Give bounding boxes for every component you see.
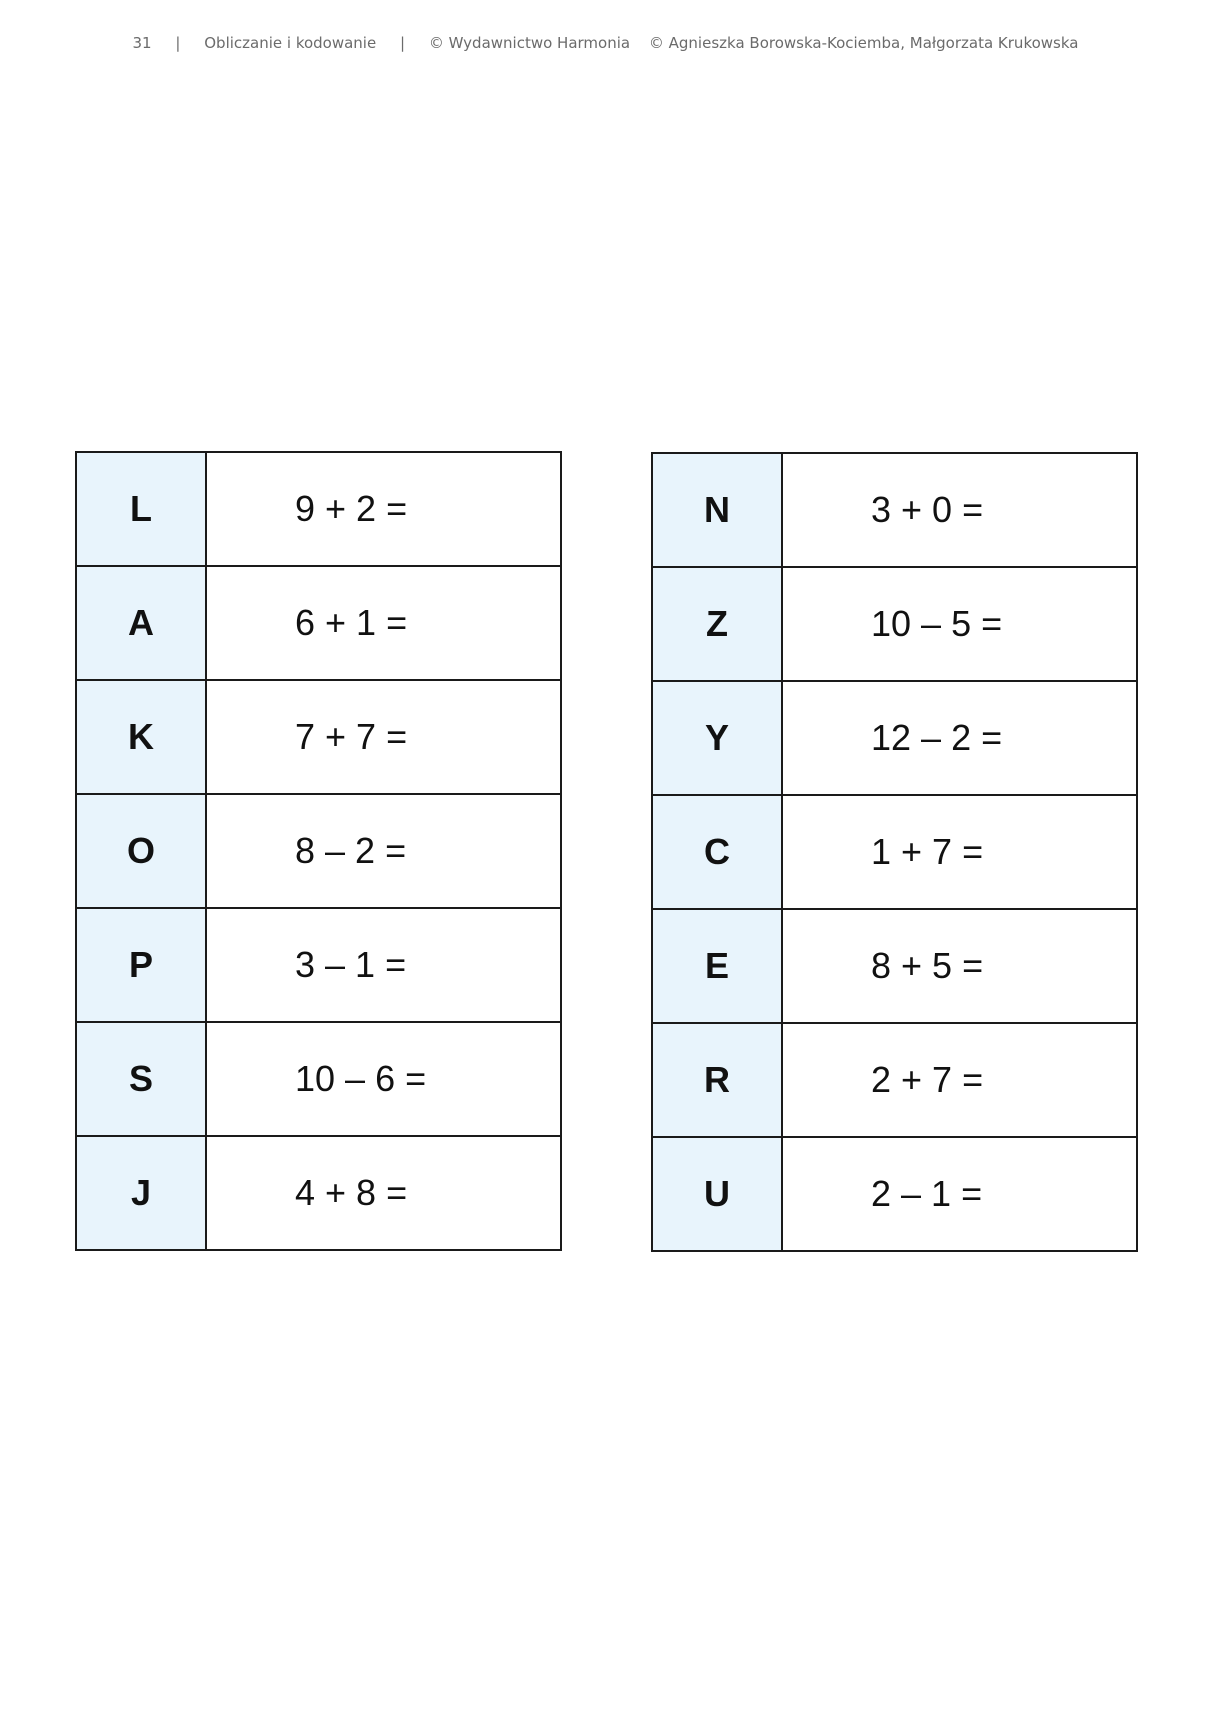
table-row [76, 566, 561, 680]
letter-cell: Y [652, 681, 782, 795]
table-row [76, 1022, 561, 1136]
letter-cell: L [76, 452, 206, 566]
expression-cell: 7 + 7 = [206, 680, 561, 794]
expression-cell: 4 + 8 = [206, 1136, 561, 1250]
table-row [76, 908, 561, 1022]
header-separator: | [175, 34, 181, 52]
letter-cell: S [76, 1022, 206, 1136]
left-exercise-table [75, 451, 562, 1251]
right-exercise-table [651, 452, 1138, 1252]
expression-cell: 10 – 6 = [206, 1022, 561, 1136]
table-row [76, 680, 561, 794]
table-row [652, 1023, 1137, 1137]
table-row [652, 567, 1137, 681]
expression-cell: 8 + 5 = [782, 909, 1137, 1023]
page-header [0, 34, 1211, 52]
letter-cell: P [76, 908, 206, 1022]
table-row [652, 453, 1137, 567]
expression-cell: 10 – 5 = [782, 567, 1137, 681]
letter-cell: R [652, 1023, 782, 1137]
authors-credit: © Agnieszka Borowska-Kociemba, Małgorzata Krukowska [648, 34, 1079, 52]
publisher-credit: © Wydawnictwo Harmonia [428, 34, 631, 52]
expression-cell: 3 + 0 = [782, 453, 1137, 567]
letter-cell: A [76, 566, 206, 680]
letter-cell: U [652, 1137, 782, 1251]
table-row [652, 795, 1137, 909]
table-row [652, 681, 1137, 795]
letter-cell: O [76, 794, 206, 908]
header-separator: | [400, 34, 406, 52]
letter-cell: E [652, 909, 782, 1023]
expression-cell: 8 – 2 = [206, 794, 561, 908]
letter-cell: C [652, 795, 782, 909]
letter-cell: J [76, 1136, 206, 1250]
table-row [76, 452, 561, 566]
letter-cell: K [76, 680, 206, 794]
expression-cell: 3 – 1 = [206, 908, 561, 1022]
expression-cell: 1 + 7 = [782, 795, 1137, 909]
expression-cell: 6 + 1 = [206, 566, 561, 680]
table-row [76, 794, 561, 908]
table-row [76, 1136, 561, 1250]
letter-cell: Z [652, 567, 782, 681]
page-number: 31 [132, 34, 152, 52]
expression-cell: 9 + 2 = [206, 452, 561, 566]
expression-cell: 12 – 2 = [782, 681, 1137, 795]
table-row [652, 909, 1137, 1023]
section-title: Obliczanie i kodowanie [204, 34, 377, 52]
expression-cell: 2 + 7 = [782, 1023, 1137, 1137]
table-row [652, 1137, 1137, 1251]
letter-cell: N [652, 453, 782, 567]
expression-cell: 2 – 1 = [782, 1137, 1137, 1251]
